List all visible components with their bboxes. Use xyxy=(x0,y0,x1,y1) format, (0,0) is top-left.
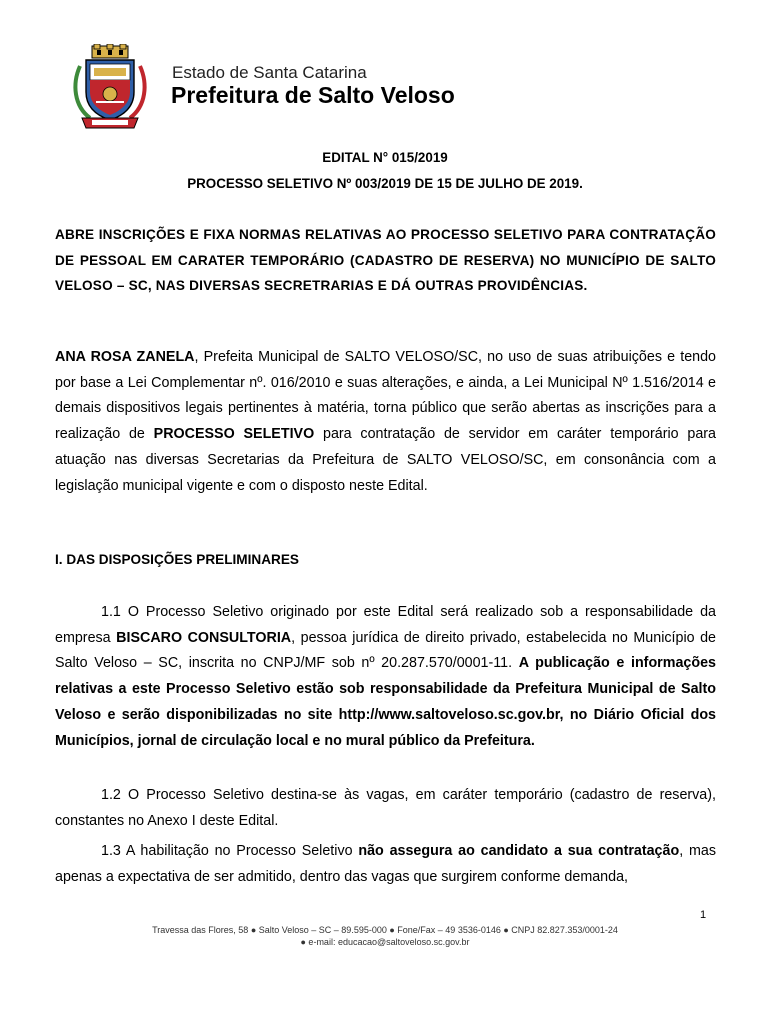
edital-summary: ABRE INSCRIÇÕES E FIXA NORMAS RELATIVAS AO PROCESSO SELETIVO PARA CONTRATAÇÃO DE PESSOAL EM CARATER TEMPORÁRIO (CADASTRO DE RESERVA) NO MUNICÍPIO DE SALTO VELOSO – SC, NAS DIVERSAS SECRETRARIAS E DÁ OUTRAS PROVIDÊNCIAS. xyxy=(55,227,716,293)
page-footer xyxy=(0,924,770,948)
company-name: BISCARO CONSULTORIA xyxy=(116,629,292,646)
p11-bold-notice: A publicação e informações relativas a este Processo Seletivo estão sob responsabilidade da Prefeitura Municipal de Salto Veloso e serão disponibilizadas no site http://www.saltoveloso.sc.gov.br, no Diário Oficial dos Municípios, jornal de circulação local e no mural público da Prefeitura. xyxy=(55,655,716,749)
paragraph-1-2: 1.2 O Processo Seletivo destina-se às vagas, em caráter temporário (cadastro de reserva), constantes no Anexo I deste Edital. xyxy=(55,787,716,829)
edital-number: EDITAL N° 015/2019 xyxy=(322,150,448,165)
p13-text-2: , mas apenas a expectativa de ser admitido, dentro das vagas que surgirem conforme demanda, xyxy=(55,843,716,885)
process-title: PROCESSO SELETIVO Nº 003/2019 DE 15 DE JULHO DE 2019. xyxy=(187,176,583,191)
paragraph-1-1 xyxy=(55,600,716,754)
paragraph-1-3 xyxy=(55,839,716,889)
p11-text-1: 1.1 O Processo Seletivo originado por este Edital será realizado sob a responsabilidade da empresa xyxy=(55,604,716,646)
p11-text-2: , pessoa jurídica de direito privado, estabelecida no Município de Salto Veloso – SC, inscrita no CNPJ/MF sob nº 20.287.570/0001-11. xyxy=(55,629,717,672)
page-number: 1 xyxy=(700,909,707,921)
intro-paragraph xyxy=(55,345,716,499)
intro-text-2: para contratação de servidor em caráter temporário para atuação nas diversas Secretarias da Prefeitura de SALTO VELOSO/SC, em consonância com a legislação municipal vigente e com o disposto neste Edital. xyxy=(55,426,716,494)
intro-bold: PROCESSO SELETIVO xyxy=(153,426,315,443)
mayor-name: ANA ROSA ZANELA xyxy=(55,349,195,365)
municipal-coat-of-arms xyxy=(68,44,152,132)
intro-text-1: , Prefeita Municipal de SALTO VELOSO/SC, no uso de suas atribuições e tendo por base a Lei Complementar nº. 016/2010 e suas alterações, e ainda, a Lei Municipal Nº 1.516/2014 e demais dispositivos legais pertinentes à matéria, torna público que serão abertas as inscrições para a realização de xyxy=(55,349,716,443)
header-state: Estado de Santa Catarina xyxy=(172,63,367,82)
footer-email: ● e-mail: educacao@saltoveloso.sc.gov.br xyxy=(300,937,470,947)
p13-text-1: 1.3 A habilitação no Processo Seletivo xyxy=(101,843,359,859)
section-title: I. DAS DISPOSIÇÕES PRELIMINARES xyxy=(55,552,299,567)
footer-address: Travessa das Flores, 58 ● Salto Veloso – SC – 89.595-000 ● Fone/Fax – 49 3536-0146 ● CNPJ 82.827.353/0001-24 xyxy=(152,925,618,935)
header-city-hall: Prefeitura de Salto Veloso xyxy=(171,82,455,108)
p13-bold: não assegura ao candidato a sua contratação xyxy=(358,843,680,859)
